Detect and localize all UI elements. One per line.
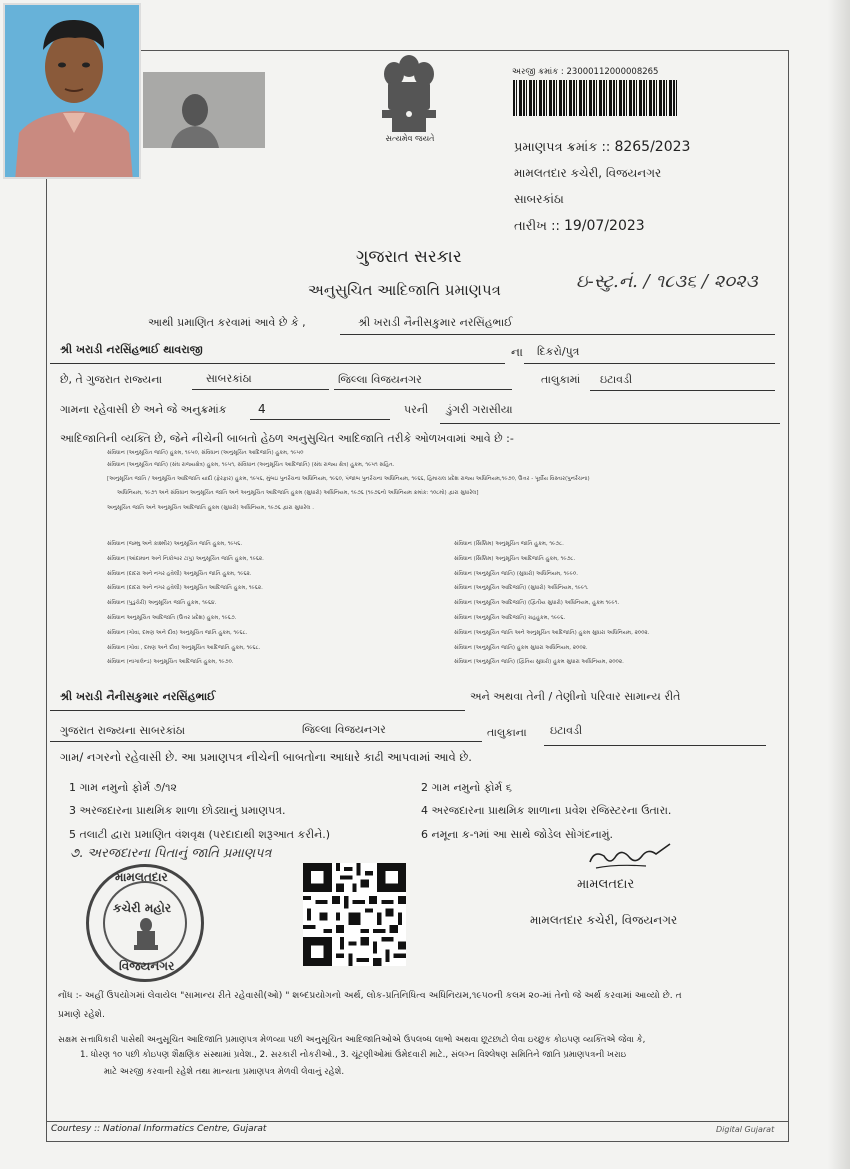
signature-scribble [586, 840, 676, 880]
district-underline [192, 389, 329, 390]
issue-date: તારીખ :: 19/07/2023 [514, 218, 645, 234]
order-right-item: સંવિધાન (અનુસૂચિત જાતિ) (દ્વિતિય સુધારો) હુકમ સુધારા અધિનિયમ, ૨૦૦૨. [454, 659, 624, 666]
note-residence-definition-end: પ્રમાણે રહેશે. [58, 1009, 105, 1020]
footer-brand: Digital Gujarat [716, 1125, 775, 1134]
note-validity: સક્ષમ સત્તાધિકારી પાસેથી અનુસૂચિત આદિજાતિ પ્રમાણપત્ર મેળવ્યા પછી અનુસૂચિત આદિજાતિઓએ ઉપલબ્ધ લાભો અથવા છૂટછાટો લેવા ઇચ્છુક કોઇપણ વ્યક્તિએ જેવા કે, [58, 1035, 646, 1045]
document-item-6: 6 નમૂના ક-૧માં આ સાથે જોડેલ સોગંદનામું. [421, 828, 613, 841]
certificate-number-value: 8265/2023 [614, 139, 691, 155]
government-title: ગુજરાત સરકાર [356, 247, 462, 267]
orders-intro-2: સંવિધાન (અનુસૂચિત જાતિ) (સંઘ રાજ્યક્ષેત્ર) હુકમ, ૧૯૫૧, સંવિધાન (અનુસૂચિત આદિજાતિ) (સંઘ રાજ્ય ક્ષેત્ર) હુકમ, ૧૯૫૧ સહિત. [107, 462, 395, 468]
residence-district-label [302, 723, 386, 737]
order-right-item: સંવિધાન (અનુસૂચિત આદિજાતિ) (સુધારો) અધિનિયમ, ૧૯૯૧. [454, 585, 589, 592]
document-item-5: 5 તલાટી દ્વારા પ્રમાણિત વંશવૃક્ષ (પરદાદાથી શરૂઆત કરીને.) [69, 828, 331, 841]
barcode [513, 80, 678, 116]
certificate-title: અનુસુચિત આદિજાતિ પ્રમાણપત્ર [308, 281, 501, 299]
official-seal [86, 864, 204, 982]
taluka-label: તાલુકામાં [541, 373, 581, 386]
document-item-1: 1 ગામ નમુનો ફોર્મ ૭/૧૨ [69, 781, 177, 794]
emblem-caption: સત્યમેવ જયતે [385, 134, 435, 143]
family-text: અને અથવા તેની / તેણીનો પરિવાર સામાન્ય રીતે [470, 690, 681, 703]
national-emblem [376, 52, 442, 148]
orders-left-list [107, 537, 264, 670]
application-number-value: 23000112000008265 [566, 67, 659, 77]
certificate-number-label: પ્રમાણપત્ર ક્રમાંક [514, 140, 598, 155]
order-left-item: સંવિધાન અનુસૂચિત આદિજાતિ (ઉત્તર પ્રદેશ) હુકમ, ૧૯૬૭. [107, 614, 237, 621]
tribe-recognition-text: આદિજાતિની વ્યક્તિ છે, જેને નીચેની બાબતો હેઠળ અનુસુચિત આદિજાતિ તરીકે ઓળખવામાં આવે છે :- [60, 432, 514, 445]
document-item-3: 3 અરજદારના પ્રાથમિક શાળા છોડ્યાનું પ્રમાણપત્ર. [69, 804, 286, 817]
handwritten-note: ૭. અરજદારના પિતાનું જાતિ પ્રમાણપત્ર [70, 846, 272, 861]
residence-state-text [60, 724, 185, 738]
document-item-4: 4 અરજદારના પ્રાથમિક શાળાના પ્રવેશ રજિસ્ટરના ઉતારા. [421, 804, 672, 817]
district2-underline [334, 389, 512, 390]
order-right-item: સંવિધાન (સિક્કિમ) અનુસૂચિત આદિજાતિ હુકમ, ૧૯૭૮. [454, 555, 576, 562]
residence-district-underline [50, 741, 482, 742]
certificate-number: પ્રમાણપત્ર ક્રમાંક :: 8265/2023 [514, 139, 691, 155]
document-item-2: 2 ગામ નમુનો ફોર્મ ૬ [421, 781, 512, 794]
seal-middle-text: કચેરી મહોર [113, 901, 172, 915]
applicant-photo-ghost [143, 72, 265, 148]
order-left-item: સંવિધાન (નાગાલેન્ડ) અનુસૂચિત આદિજાતિ હુકમ, ૧૯૭૦. [107, 659, 234, 666]
order-left-item: સંવિધાન (ગોવા, દમણ અને દીવ) અનુસૂચિત જાતિ હુકમ, ૧૯૬૮. [107, 629, 248, 636]
tribe-name: ડુંગરી ગરાસીયા [446, 403, 513, 416]
order-right-item: સંવિધાન (અનુસૂચિત આદિજાતિ) (દ્વિતીય સુધારો) અધિનિયમ, હુકમ ૧૯૯૧. [454, 600, 620, 607]
order-left-item: સંવિધાન (જમ્મુ અને કાશ્મીર) અનુસૂચિત જાતિ હુકમ, ૧૯૫૬. [107, 541, 243, 547]
order-right-item: સંવિધાન (અનુસૂચિત આદિજાતિ) ગ્રહહુકમ, ૧૯૯૬. [454, 614, 566, 621]
applicant-name: શ્રી ખરાડી નૈનીસકુમાર નરસિંહભાઈ [358, 316, 513, 329]
orders-intro-5: અનુસૂચિત જાતિ અને અનુસૂચિત આદિજાતિ હુકમ (સુધારો) અધિનિયમ, ૧૯૭૬ દ્વારા સુધારેલ . [107, 505, 314, 511]
order-left-item: સંવિધાન (દાદરા અને નગર હવેલી) અનુસૂચિત આદિજાતિ હુકમ, ૧૯૬૨. [107, 585, 263, 592]
orders-intro-1: સંવિધાન (અનુસૂચિત જાતિ) હુકમ, ૧૯૫૦, સંવિધાન (અનુસૂચિત આદિજાતિ) હુકમ, ૧૯૫૦ [107, 450, 304, 456]
signatory-title: મામલતદાર [577, 877, 635, 892]
serial-underline [250, 419, 390, 420]
order-left-item: સંવિધાન (દાદરા અને નગર હવેલી) અનુસૂચિત જાતિ હુકમ, ૧૯૬૨. [107, 570, 252, 577]
order-left-item: સંવિધાન (ગોવા , દમણ અને દીવ) અનુસૂચિત આદિજાતિ હુકમ, ૧૯૬૮. [107, 644, 261, 651]
father-name-underline [50, 363, 505, 364]
order-left-item: સંવિધાન (પુડુચેરી) અનુસૂચિત જાતિ હુકમ, ૧૯૬૪. [107, 600, 217, 607]
residence-district-label-text: જિલ્લા [302, 723, 332, 736]
residence-taluka-underline [544, 745, 766, 746]
order-right-item: સંવિધાન (સિક્કિમ) અનુસૂચિત જાતિ હુકમ, ૧૯૭૮. [454, 541, 564, 547]
taluka-name: ઇટાવડી [600, 373, 633, 386]
application-number-label: અરજી ક્રમાંક [512, 67, 559, 77]
note-validity-end: માટે અરજી કરવાની રહેશે તથા માન્યતા પ્રમાણપત્ર મેળવી લેવાનું રહેશે. [104, 1067, 345, 1077]
basis-text: ગામ/ નગરનો રહેવાસી છે. આ પ્રમાણપત્ર નીચેની બાબતોના આધારે કાઢી આપવામાં આવે છે. [60, 750, 472, 764]
na-text: ના [511, 345, 523, 359]
father-name: શ્રી ખરાડી નરસિંહભાઈ થાવરાજી [60, 343, 203, 356]
taluka-underline [590, 390, 775, 391]
order-left-item: સંવિધાન (આંદામાન અને નિકોબાર ટાપુ) અનુસૂચિત જાતિ હુકમ, ૧૯૬૨. [107, 555, 264, 562]
residence-district2-name: વિજયનગર [335, 723, 386, 736]
application-number: અરજી ક્રમાંક : 23000112000008265 [512, 67, 659, 77]
qr-code [303, 863, 406, 966]
district-label [338, 373, 422, 387]
certify-text: આથી પ્રમાણિત કરવામાં આવે છે કે , [148, 316, 306, 329]
handwritten-reference: ઇ-સ્ટુ.નં. / ૧૮૩૬ / ૨૦૨૩ [576, 271, 758, 292]
relation-underline [524, 363, 775, 364]
orders-intro-4: અધિનિયમ, ૧૯૭૧ અને સંવિધાન અનુસૂચિત જાતિ અને અનુસૂચિત આદિજાતિ હુકમ (સુધારો) અધિનિયમ, ૧૯૭૬ (૧૯૭૬નો અધિનિયમ ક્રમાંક: ૧૦૮મો) દ્વારા સુધારેલ] [117, 490, 479, 496]
order-right-item: સંવિધાન (અનુસૂચિત જાતિ અને અનુસૂચિત આદિજાતિ) હુકમ સુધારા અધિનિયમ, ૨૦૦૨. [454, 629, 650, 636]
orders-intro-3: [અનુસૂચિત જાતિ / અનુસૂચિત આદિજાતિ યાદી (ફેરફાર) હુકમ, ૧૯૫૬, મુંબઇ પુનર્રચના અધિનિયમ, ૧૯૬૦, પંજાબ પુનર્રચના અધિનિયમ, ૧૯૬૬, હિમાચલ પ્રદેશ રાજ્ય અધિનિયમ,૧૯૭૦, ઉત્તર - પૂર્વીય વિસ્તાર(પુનર્રચના) [107, 476, 590, 482]
orders-right-list [454, 537, 649, 670]
signatory-office: મામલતદાર કચેરી, વિજયનગર [530, 913, 678, 927]
note-validity-items: 1. ધોરણ ૧૦ પછી કોઇપણ શૈક્ષણિક સંસ્થામાં પ્રવેશ., 2. સરકારી નોકરીઓ., 3. ચૂંટણીઓમાં ઉમેદવારી માટે., સંલગ્ન વિશ્લેષણ સમિતિને જાતિ પ્રમાણપત્રની ખરાઇ [80, 1050, 627, 1060]
residence-state-label: ગુજરાત રાજ્યના [60, 724, 136, 737]
issuing-office: મામલતદાર કચેરી, વિજયનગર [514, 166, 662, 180]
seal-bottom-text: વિજયનગર [119, 959, 175, 973]
residence-district-name: સાબરકાંઠા [139, 724, 186, 737]
footer-courtesy: Courtesy :: National Informatics Centre, Gujarat [51, 1124, 267, 1134]
district-name: સાબરકાંઠા [206, 372, 252, 385]
note-residence-definition: નોંધ :- અહીં ઉપયોગમાં લેવાયેલ "સામાન્ય રીતે રહેવાસી(ઓ) " શબ્દપ્રયોગનો અર્થ, લોક-પ્રતિનિધિત્વ અધિનિયમ,૧૯૫૦ની કલમ ૨૦-માં તેનો જે અર્થ કરવામાં આવ્યો છે. ત [58, 990, 682, 1001]
issue-date-value: 19/07/2023 [563, 218, 645, 234]
village-text: ગામના રહેવાસી છે અને જે અનુક્રમાંક [60, 403, 227, 416]
residence-taluka-name: ઇટાવડી [550, 724, 583, 737]
parni-text: પરની [404, 403, 429, 416]
tribe-underline [440, 423, 780, 424]
applicant-photo [3, 3, 141, 179]
district-label-text: જિલ્લા [338, 373, 368, 386]
residence-name-underline [50, 710, 465, 711]
residence-name: શ્રી ખરાડી નૈનીસકુમાર નરસિંહભાઈ [60, 690, 216, 703]
state-text: છે, તે ગુજરાત રાજ્યના [60, 373, 163, 386]
order-right-item: સંવિધાન (અનુસૂચિત જાતિ) હુકમ સુધારા અધિનિયમ, ૨૦૦૨. [454, 644, 588, 651]
district2-name: વિજયનગર [371, 373, 422, 386]
issue-date-label: તારીખ [514, 219, 547, 234]
order-right-item: સંવિધાન (અનુસૂચિત જાતિ) (સુધારો) અધિનિયમ, ૧૯૯૦. [454, 570, 578, 577]
serial-number: 4 [258, 402, 266, 416]
residence-taluka-label: તાલુકાના [487, 726, 527, 739]
seal-top-text: મામલતદાર [115, 870, 168, 884]
issuing-district: સાબરકાંઠા [514, 192, 564, 206]
footer-divider [46, 1121, 789, 1122]
applicant-name-underline [340, 334, 775, 335]
relation: દિકરો/પુત્ર [537, 345, 580, 358]
